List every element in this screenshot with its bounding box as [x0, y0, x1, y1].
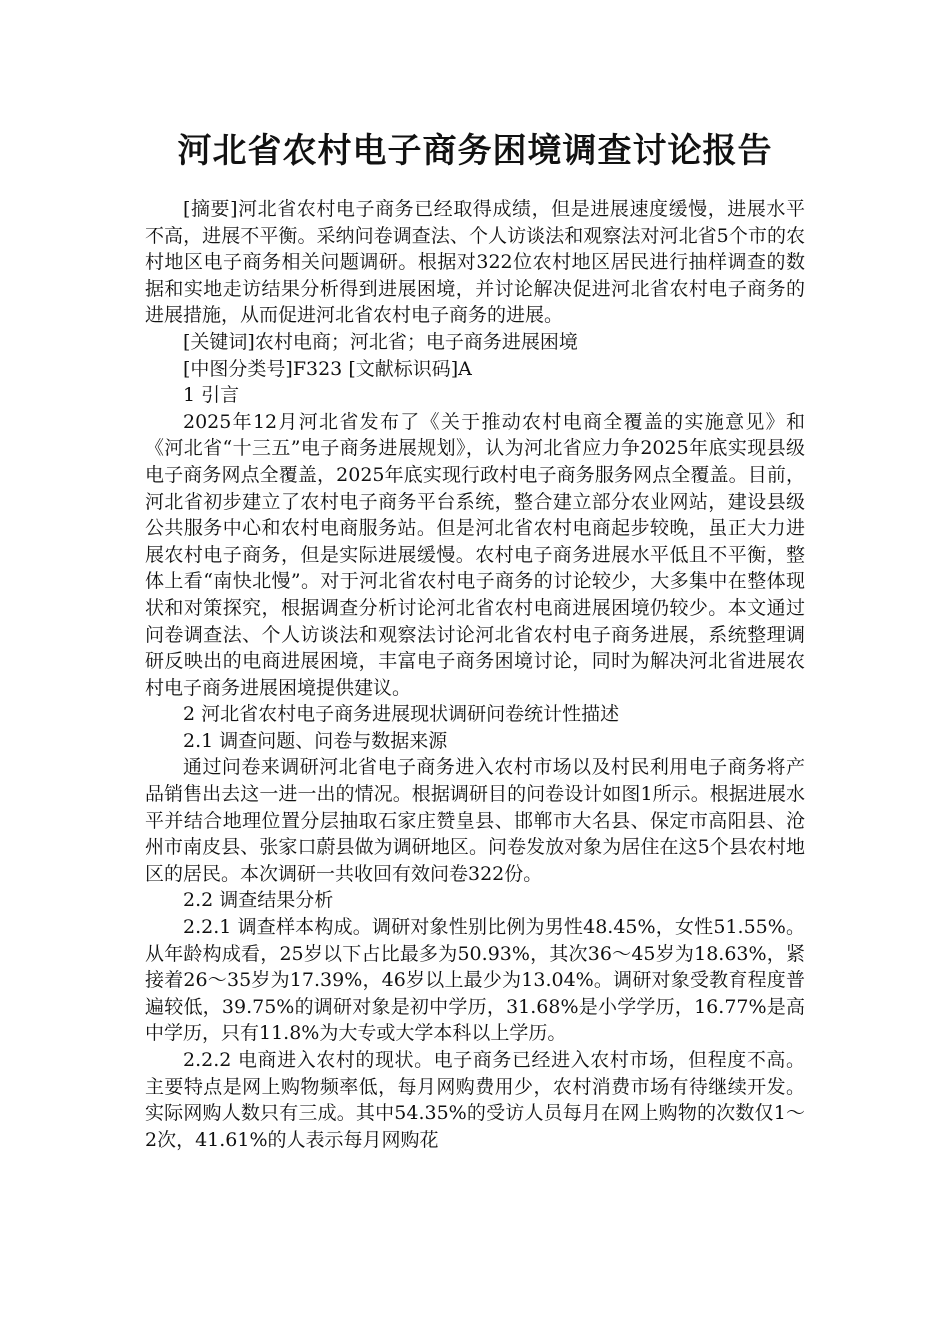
document-title: 河北省农村电子商务困境调查讨论报告 [177, 131, 773, 171]
classification-line: [中图分类号]F323 [文献标识码]A [183, 357, 472, 380]
subsection-heading-2-1: 2.1 调查问题、问卷与数据来源 [183, 729, 448, 752]
subsection-heading-2-2: 2.2 调查结果分析 [183, 889, 334, 912]
abstract-paragraph: [摘要]河北省农村电子商务已经取得成绩，但是进展速度缓慢，进展水平不高，进展不平衡。采纳问卷调查法、个人访谈法和观察法对河北省5个市的农村地区电子商务相关问题调研。根据对322位农村地区居民进行抽样调查的数据和实地走访结果分析得到进展困境，并讨论解决促进河北省农村电子商务的进展措施，从而促进河北省农村电子商务的进展。 [145, 198, 805, 327]
sample-composition-paragraph: 2.2.1 调查样本构成。调研对象性别比例为男性48.45%，女性51.55%。从年龄构成看，25岁以下占比最多为50.93%，其次36～45岁为18.63%，紧接着26～35岁为17.39%，46岁以上最少为13.04%。调研对象受教育程度普遍较低，39.75%的调研对象是初中学历，31.68%是小学学历，16.77%是高中学历，只有11.8%为大专或大学本科以上学历。 [145, 916, 805, 1045]
introduction-paragraph: 2025年12月河北省发布了《关于推动农村电商全覆盖的实施意见》和《河北省“十三五”电子商务进展规划》，认为河北省应力争2025年底实现县级电子商务网点全覆盖，2025年底实现行政村电子商务服务网点全覆盖。目前，河北省初步建立了农村电子商务平台系统，整合建立部分农业网站，建设县级公共服务中心和农村电商服务站。但是河北省农村电商起步较晚，虽正大力进展农村电子商务，但是实际进展缓慢。农村电子商务进展水平低且不平衡，整体上看“南快北慢”。对于河北省农村电子商务的讨论较少，大多集中在整体现状和对策探究，根据调查分析讨论河北省农村电商进展困境仍较少。本文通过问卷调查法、个人访谈法和观察法讨论河北省农村电子商务进展，系统整理调研反映出的电商进展困境，丰富电子商务困境讨论，同时为解决河北省进展农村电子商务进展困境提供建议。 [145, 410, 805, 699]
survey-method-paragraph: 通过问卷来调研河北省电子商务进入农村市场以及村民利用电子商务将产品销售出去这一进一出的情况。根据调研目的问卷设计如图1所示。根据进展水平并结合地理位置分层抽取石家庄赞皇县、邯郸市大名县、保定市高阳县、沧州市南皮县、张家口蔚县做为调研地区。问卷发放对象为居住在这5个县农村地区的居民。本次调研一共收回有效问卷322份。 [145, 756, 805, 885]
keywords-line: [关键词]农村电商；河北省；电子商务进展困境 [183, 330, 578, 353]
section-heading-survey: 2 河北省农村电子商务进展现状调研问卷统计性描述 [183, 703, 620, 726]
document-body [145, 196, 805, 1153]
ecommerce-status-paragraph: 2.2.2 电商进入农村的现状。电子商务已经进入农村市场，但程度不高。主要特点是网上购物频率低，每月网购费用少，农村消费市场有待继续开发。实际网购人数只有三成。其中54.35%的受访人员每月在网上购物的次数仅1～2次，41.61%的人表示每月网购花 [145, 1049, 805, 1151]
section-heading-introduction: 1 引言 [183, 384, 240, 407]
